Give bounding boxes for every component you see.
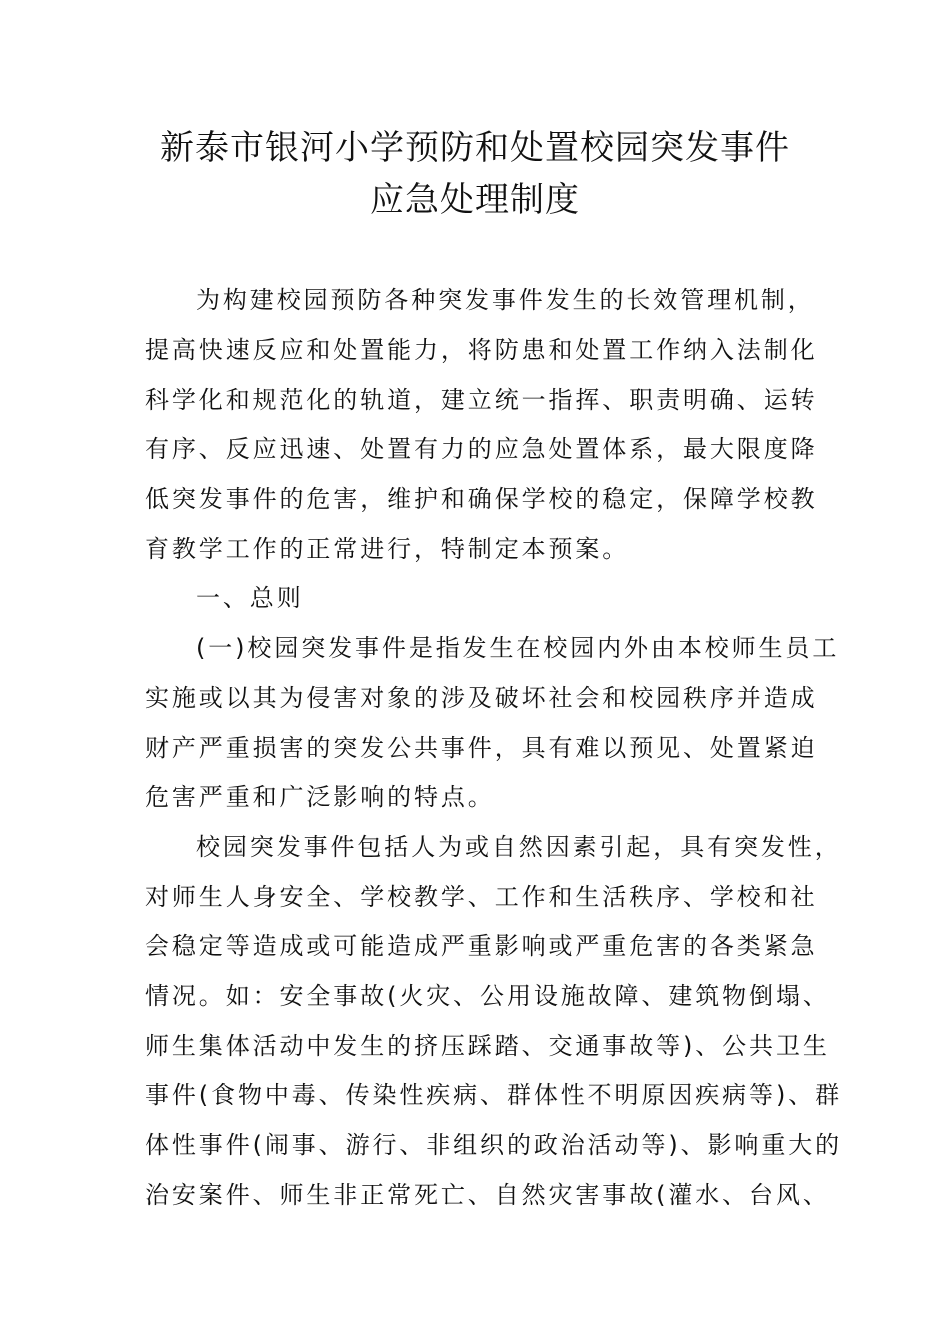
body-line-10: 财产严重损害的突发公共事件，具有难以预见、处置紧迫 bbox=[145, 734, 818, 762]
body-line-8: (一)校园突发事件是指发生在校园内外由本校师生员工 bbox=[196, 634, 840, 662]
document-title-line-2: 应急处理制度 bbox=[370, 180, 580, 220]
body-line-3: 科学化和规范化的轨道，建立统一指挥、职责明确、运转 bbox=[145, 386, 818, 414]
body-line-9: 实施或以其为侵害对象的涉及破坏社会和校园秩序并造成 bbox=[145, 684, 818, 712]
body-line-11: 危害严重和广泛影响的特点。 bbox=[145, 783, 495, 811]
body-line-18: 体性事件(闹事、游行、非组织的政治活动等)、影响重大的 bbox=[145, 1131, 843, 1159]
body-line-5: 低突发事件的危害，维护和确保学校的稳定，保障学校教 bbox=[145, 485, 818, 513]
body-line-16: 师生集体活动中发生的挤压踩踏、交通事故等)、公共卫生 bbox=[145, 1032, 830, 1060]
body-line-19: 治安案件、师生非正常死亡、自然灾害事故(灌水、台风、 bbox=[145, 1181, 830, 1209]
section-heading-general: 一、总则 bbox=[196, 584, 304, 612]
body-line-13: 对师生人身安全、学校教学、工作和生活秩序、学校和社 bbox=[145, 883, 818, 911]
body-line-12: 校园突发事件包括人为或自然因素引起，具有突发性， bbox=[196, 833, 842, 861]
body-line-2: 提高快速反应和处置能力，将防患和处置工作纳入法制化 bbox=[145, 336, 818, 364]
body-line-6: 育教学工作的正常进行，特制定本预案。 bbox=[145, 535, 630, 563]
body-line-1: 为构建校园预防各种突发事件发生的长效管理机制， bbox=[196, 286, 815, 314]
document-title-line-1: 新泰市银河小学预防和处置校园突发事件 bbox=[160, 128, 790, 168]
body-line-17: 事件(食物中毒、传染性疾病、群体性不明原因疾病等)、群 bbox=[145, 1081, 843, 1109]
body-line-15: 情况。如：安全事故(火灾、公用设施故障、建筑物倒塌、 bbox=[145, 982, 830, 1010]
body-line-4: 有序、反应迅速、处置有力的应急处置体系，最大限度降 bbox=[145, 435, 818, 463]
body-line-14: 会稳定等造成或可能造成严重影响或严重危害的各类紧急 bbox=[145, 932, 818, 960]
